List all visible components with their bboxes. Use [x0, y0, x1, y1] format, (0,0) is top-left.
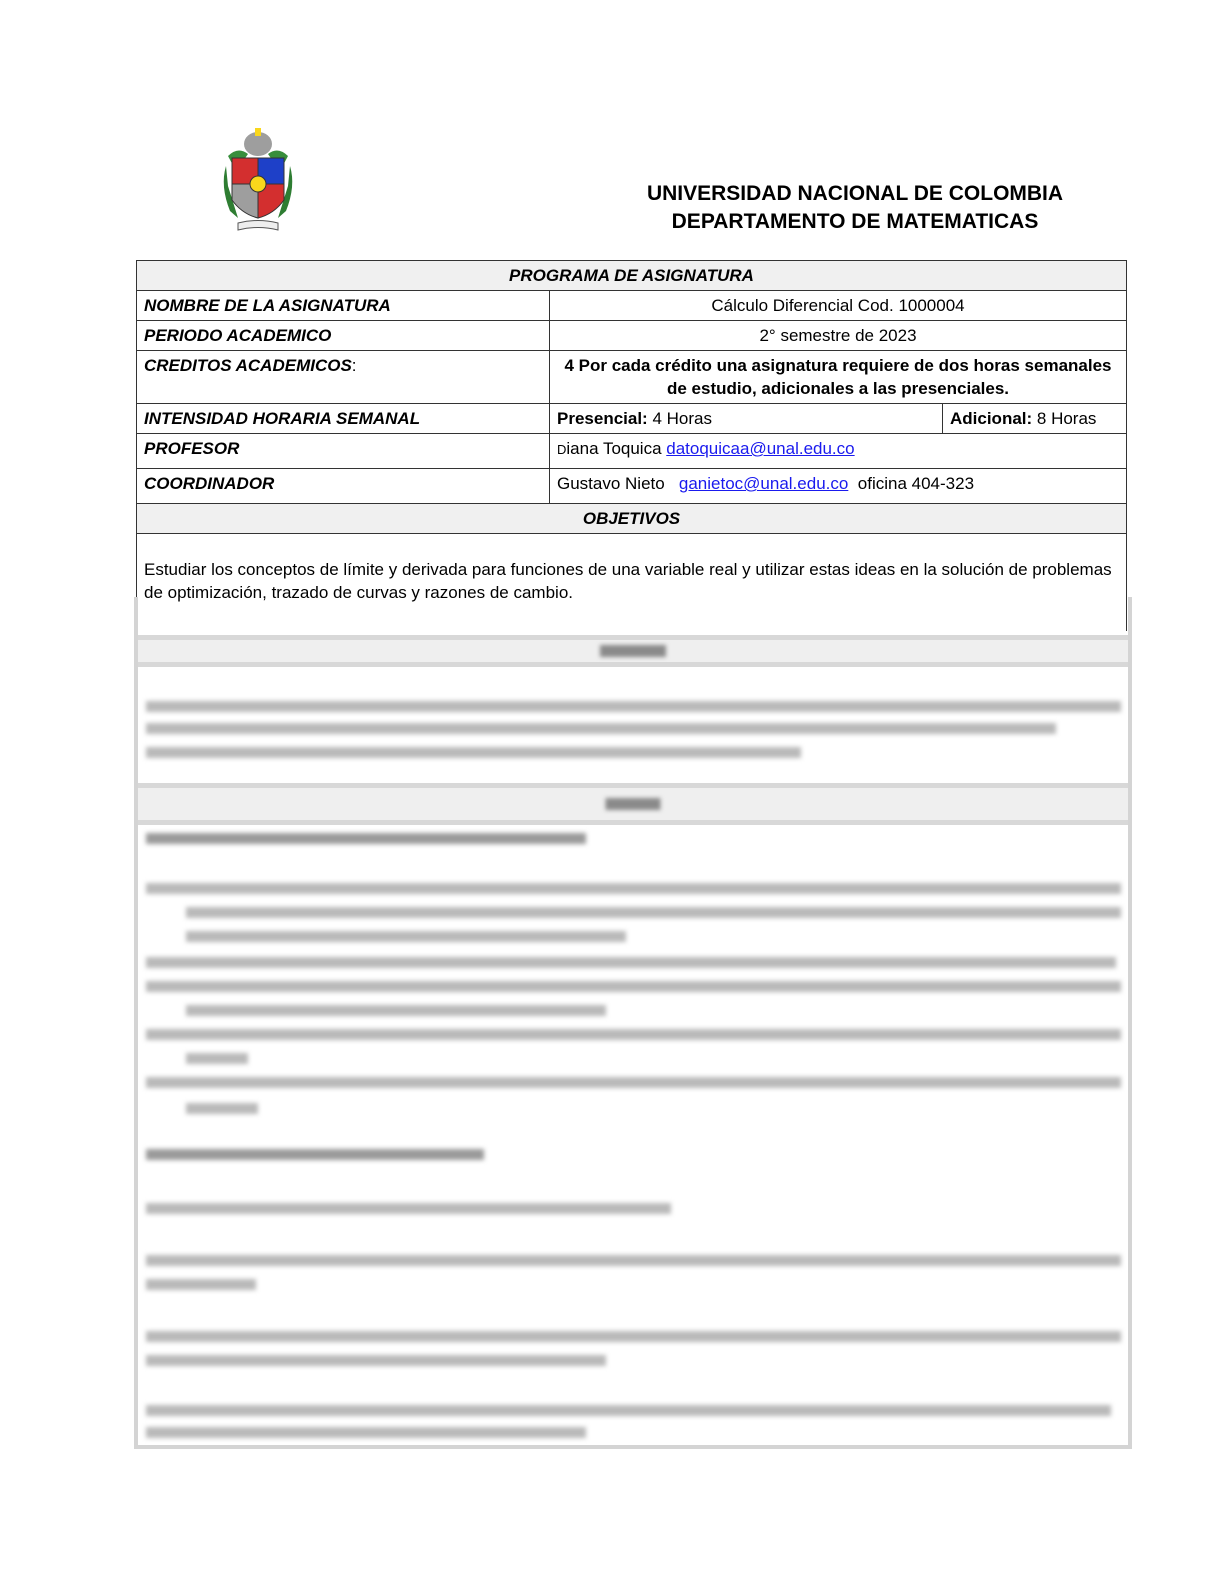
professor-email-link[interactable]: datoquicaa@unal.edu.co — [666, 439, 855, 458]
blurred-line — [146, 1355, 606, 1366]
table-row-credits — [137, 351, 1127, 404]
blurred-line — [146, 1331, 1121, 1342]
blurred-content-area — [134, 597, 1132, 1449]
blurred-line — [146, 1255, 1121, 1266]
blurred-section-header — [138, 783, 1128, 825]
program-title: PROGRAMA DE ASIGNATURA — [137, 261, 1127, 291]
blurred-line — [146, 1077, 1121, 1088]
blurred-heading — [600, 645, 666, 657]
coordinator-office: oficina 404-323 — [848, 474, 975, 493]
coordinator-email-link[interactable]: ganietoc@unal.edu.co — [678, 474, 849, 493]
period-label: PERIODO ACADEMICO — [137, 321, 550, 351]
table-row-coordinator — [137, 469, 1127, 504]
adicional-hours — [943, 404, 1127, 434]
coordinator-name: Gustavo Nieto — [557, 474, 679, 493]
professor-value — [550, 434, 1127, 469]
blurred-line — [146, 1029, 1121, 1040]
university-logo — [218, 126, 298, 236]
presencial-hours — [550, 404, 943, 434]
blurred-line — [146, 1405, 1111, 1416]
adicional-label: Adicional: — [950, 409, 1033, 428]
table-row-period — [137, 321, 1127, 351]
blurred-line — [146, 833, 586, 844]
blurred-line — [146, 883, 1121, 894]
document-header — [580, 180, 1130, 236]
program-table — [136, 260, 1127, 631]
professor-name: iana Toquica — [566, 439, 667, 458]
university-name: UNIVERSIDAD NACIONAL DE COLOMBIA — [646, 182, 1064, 205]
blurred-line — [186, 1005, 606, 1016]
professor-label: PROFESOR — [137, 434, 550, 469]
period-value: 2° semestre de 2023 — [550, 321, 1127, 351]
presencial-value: 4 Horas — [647, 409, 712, 428]
professor-initial: D — [557, 442, 567, 457]
blurred-heading — [606, 798, 661, 810]
course-name-label: NOMBRE DE LA ASIGNATURA — [137, 291, 550, 321]
blurred-line — [186, 1103, 258, 1114]
blurred-line — [146, 1279, 256, 1290]
blurred-line — [146, 1427, 586, 1438]
credits-label-colon: : — [351, 356, 357, 375]
blurred-line — [146, 1149, 484, 1160]
blurred-section-header — [138, 635, 1128, 667]
hours-label: INTENSIDAD HORARIA SEMANAL — [137, 404, 550, 434]
objectives-text: Estudiar los conceptos de límite y derivada para funciones de una variable real y utilizar estas ideas en la solución de problemas de optimización, trazado de curvas y razones de cambio. — [137, 534, 1127, 632]
blurred-line — [146, 747, 801, 758]
blurred-line — [146, 701, 1121, 712]
credits-label-text: CREDITOS ACADEMICOS — [144, 356, 352, 375]
objectives-title: OBJETIVOS — [137, 504, 1127, 534]
adicional-value: 8 Horas — [1032, 409, 1097, 428]
blurred-line — [146, 1203, 671, 1214]
blurred-line — [146, 957, 1116, 968]
coordinator-value — [550, 469, 1127, 504]
blurred-line — [186, 1053, 248, 1064]
table-row-course-name — [137, 291, 1127, 321]
blurred-line — [186, 907, 1121, 918]
blurred-line — [186, 931, 626, 942]
blurred-line — [146, 981, 1121, 992]
blurred-line — [146, 723, 1056, 734]
presencial-label: Presencial: — [557, 409, 648, 428]
table-row-professor — [137, 434, 1127, 469]
table-row-hours — [137, 404, 1127, 434]
coordinator-label: COORDINADOR — [137, 469, 550, 504]
department-name: DEPARTAMENTO DE MATEMATICAS — [671, 210, 1039, 233]
credits-value: 4 Por cada crédito una asignatura requiere de dos horas semanales de estudio, adicionales a las presenciales. — [550, 351, 1127, 404]
university-coat-of-arms-icon — [218, 126, 298, 236]
credits-label — [137, 351, 550, 404]
course-name-value: Cálculo Diferencial Cod. 1000004 — [550, 291, 1127, 321]
